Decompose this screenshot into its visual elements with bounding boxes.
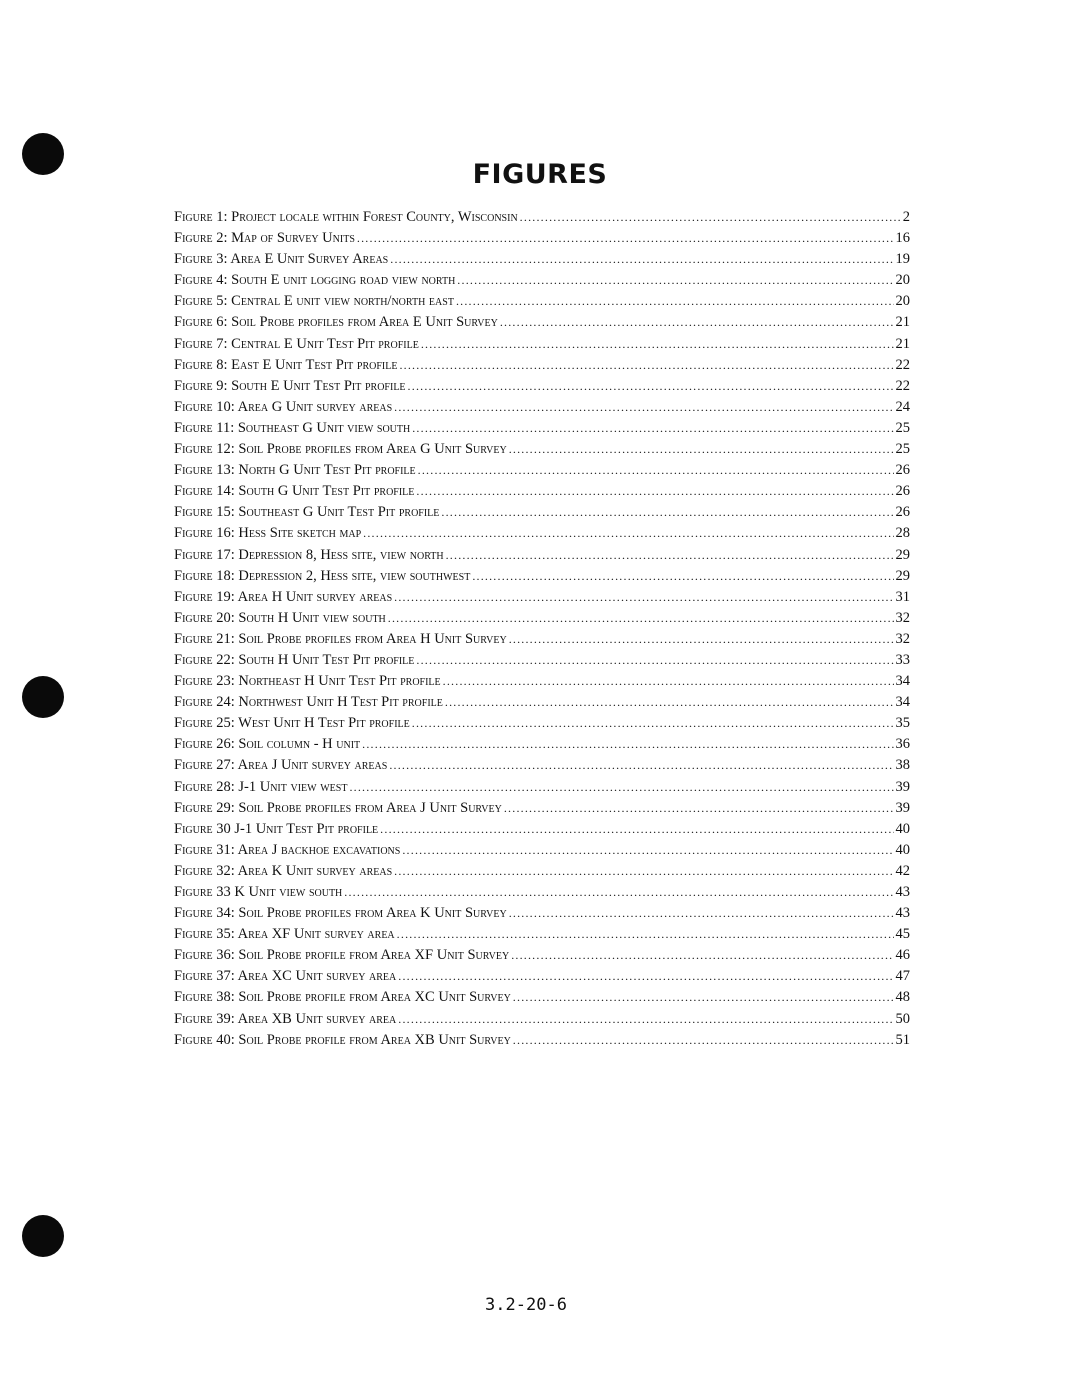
- figure-title: Figure 39: Area XB Unit survey area: [174, 1010, 397, 1027]
- figure-page-number: 48: [895, 989, 910, 1006]
- figure-page-number: 36: [895, 736, 910, 753]
- dot-leader: [394, 397, 893, 418]
- dot-leader: [363, 523, 893, 544]
- figure-title: Figure 18: Depression 2, Hess site, view southwest: [174, 567, 471, 584]
- binder-hole-bottom: [22, 1215, 64, 1257]
- figure-title: Figure 29: Soil Probe profiles from Area J Unit Survey: [174, 799, 502, 816]
- dot-leader: [416, 481, 893, 502]
- toc-entry[interactable]: [174, 945, 910, 966]
- dot-leader: [416, 650, 893, 671]
- dot-leader: [472, 566, 893, 587]
- figure-page-number: 39: [895, 778, 910, 795]
- toc-entry[interactable]: [174, 566, 910, 587]
- figure-title: Figure 8: East E Unit Test Pit profile: [174, 356, 398, 373]
- dot-leader: [509, 629, 894, 650]
- dot-leader: [456, 291, 894, 312]
- dot-leader: [509, 903, 894, 924]
- toc-entry[interactable]: [174, 418, 910, 439]
- toc-entry[interactable]: [174, 481, 910, 502]
- figure-page-number: 21: [895, 314, 910, 331]
- toc-entry[interactable]: [174, 249, 910, 270]
- figure-title: Figure 6: Soil Probe profiles from Area E Unit Survey: [174, 314, 498, 331]
- figure-page-number: 20: [895, 272, 910, 289]
- figure-title: Figure 7: Central E Unit Test Pit profile: [174, 335, 419, 352]
- toc-entry[interactable]: [174, 502, 910, 523]
- toc-entry[interactable]: [174, 228, 910, 249]
- figure-page-number: 39: [895, 799, 910, 816]
- toc-entry[interactable]: [174, 734, 910, 755]
- toc-entry[interactable]: [174, 713, 910, 734]
- figure-page-number: 24: [895, 398, 910, 415]
- dot-leader: [402, 840, 893, 861]
- figure-title: Figure 24: Northwest Unit H Test Pit profile: [174, 694, 443, 711]
- dot-leader: [418, 460, 894, 481]
- dot-leader: [357, 228, 894, 249]
- toc-entry[interactable]: [174, 987, 910, 1008]
- toc-entry[interactable]: [174, 334, 910, 355]
- figure-page-number: 34: [895, 694, 910, 711]
- figure-page-number: 38: [895, 757, 910, 774]
- figure-title: Figure 13: North G Unit Test Pit profile: [174, 462, 416, 479]
- figure-page-number: 29: [895, 546, 910, 563]
- figure-title: Figure 34: Soil Probe profiles from Area K Unit Survey: [174, 905, 507, 922]
- figure-page-number: 45: [895, 926, 910, 943]
- figure-title: Figure 12: Soil Probe profiles from Area G Unit Survey: [174, 441, 507, 458]
- dot-leader: [443, 671, 894, 692]
- toc-entry[interactable]: [174, 966, 910, 987]
- toc-entry[interactable]: [174, 671, 910, 692]
- toc-entry[interactable]: [174, 924, 910, 945]
- figure-page-number: 25: [895, 441, 910, 458]
- figure-title: Figure 1: Project locale within Forest County, Wisconsin: [174, 209, 518, 225]
- dot-leader: [457, 270, 893, 291]
- figures-list: [174, 207, 910, 1051]
- figure-page-number: 50: [895, 1010, 910, 1027]
- toc-entry[interactable]: [174, 903, 910, 924]
- dot-leader: [388, 608, 894, 629]
- dot-leader: [511, 945, 893, 966]
- dot-leader: [399, 355, 893, 376]
- dot-leader: [441, 502, 893, 523]
- figure-title: Figure 32: Area K Unit survey areas: [174, 862, 393, 879]
- figure-page-number: 32: [895, 609, 910, 626]
- toc-entry[interactable]: [174, 650, 910, 671]
- dot-leader: [398, 966, 893, 987]
- figure-title: Figure 38: Soil Probe profile from Area XC Unit Survey: [174, 989, 511, 1006]
- dot-leader: [362, 734, 893, 755]
- toc-entry[interactable]: [174, 439, 910, 460]
- figure-page-number: 40: [895, 841, 910, 858]
- figure-page-number: 26: [895, 483, 910, 500]
- toc-entry[interactable]: [174, 376, 910, 397]
- figure-page-number: 22: [895, 377, 910, 394]
- dot-leader: [394, 861, 893, 882]
- figure-page-number: 22: [895, 356, 910, 373]
- toc-entry[interactable]: [174, 397, 910, 418]
- toc-entry[interactable]: [174, 460, 910, 481]
- figure-title: Figure 19: Area H Unit survey areas: [174, 588, 393, 605]
- figure-page-number: 25: [895, 419, 910, 436]
- figure-page-number: 26: [895, 462, 910, 479]
- figure-title: Figure 33 K Unit view south: [174, 884, 343, 900]
- figure-title: Figure 2: Map of Survey Units: [174, 230, 355, 247]
- dot-leader: [349, 777, 893, 798]
- figure-page-number: 35: [895, 715, 910, 732]
- figure-page-number: 28: [895, 525, 910, 542]
- dot-leader: [397, 924, 894, 945]
- figure-page-number: 40: [895, 820, 910, 837]
- figure-title: Figure 27: Area J Unit survey areas: [174, 757, 388, 774]
- toc-entry[interactable]: [174, 755, 910, 776]
- figure-page-number: 47: [895, 968, 910, 985]
- dot-leader: [421, 334, 894, 355]
- toc-entry[interactable]: [174, 882, 910, 903]
- toc-entry[interactable]: [174, 1030, 910, 1051]
- figure-page-number: 51: [895, 1031, 910, 1048]
- figure-title: Figure 21: Soil Probe profiles from Area H Unit Survey: [174, 630, 507, 647]
- toc-entry[interactable]: [174, 798, 910, 819]
- toc-entry[interactable]: [174, 355, 910, 376]
- toc-entry[interactable]: [174, 819, 910, 840]
- dot-leader: [509, 439, 894, 460]
- figure-page-number: 16: [895, 230, 910, 247]
- figure-page-number: 43: [895, 905, 910, 922]
- figure-title: Figure 22: South H Unit Test Pit profile: [174, 651, 415, 668]
- dot-leader: [445, 692, 894, 713]
- toc-entry[interactable]: [174, 291, 910, 312]
- dot-leader: [394, 587, 893, 608]
- figure-title: Figure 4: South E unit logging road view north: [174, 272, 456, 289]
- figure-title: Figure 30 J-1 Unit Test Pit profile: [174, 820, 379, 837]
- page-title: FIGURES: [472, 159, 608, 191]
- dot-leader: [390, 249, 893, 270]
- figure-page-number: 2: [902, 209, 910, 225]
- figure-title: Figure 23: Northeast H Unit Test Pit profile: [174, 673, 441, 690]
- dot-leader: [412, 418, 893, 439]
- figure-page-number: 42: [895, 862, 910, 879]
- dot-leader: [500, 312, 894, 333]
- document-page-number: 3.2-20-6: [485, 1295, 567, 1315]
- figure-title: Figure 9: South E Unit Test Pit profile: [174, 377, 406, 394]
- dot-leader: [380, 819, 893, 840]
- toc-entry[interactable]: [174, 840, 910, 861]
- dot-leader: [412, 713, 894, 734]
- figure-page-number: 29: [895, 567, 910, 584]
- toc-entry[interactable]: [174, 692, 910, 713]
- toc-entry[interactable]: [174, 207, 910, 228]
- figure-title: Figure 3: Area E Unit Survey Areas: [174, 251, 389, 268]
- figure-title: Figure 25: West Unit H Test Pit profile: [174, 715, 410, 732]
- figure-title: Figure 5: Central E unit view north/north east: [174, 293, 454, 310]
- dot-leader: [398, 1009, 893, 1030]
- figure-title: Figure 35: Area XF Unit survey area: [174, 926, 395, 943]
- figure-page-number: 43: [895, 884, 910, 900]
- figure-title: Figure 11: Southeast G Unit view south: [174, 419, 411, 436]
- toc-entry[interactable]: [174, 629, 910, 650]
- figure-title: Figure 40: Soil Probe profile from Area XB Unit Survey: [174, 1031, 511, 1048]
- toc-entry[interactable]: [174, 861, 910, 882]
- dot-leader: [389, 755, 893, 776]
- dot-leader: [513, 1030, 894, 1051]
- figure-page-number: 34: [895, 673, 910, 690]
- toc-entry[interactable]: [174, 523, 910, 544]
- figure-title: Figure 26: Soil column - H unit: [174, 736, 361, 753]
- figure-title: Figure 36: Soil Probe profile from Area XF Unit Survey: [174, 947, 510, 964]
- dot-leader: [446, 545, 894, 566]
- figure-title: Figure 20: South H Unit view south: [174, 609, 386, 626]
- figure-title: Figure 31: Area J backhoe excavations: [174, 841, 401, 858]
- dot-leader: [408, 376, 894, 397]
- figure-title: Figure 37: Area XC Unit survey area: [174, 968, 397, 985]
- figure-page-number: 20: [895, 293, 910, 310]
- toc-entry[interactable]: [174, 1009, 910, 1030]
- figure-title: Figure 28: J-1 Unit view west: [174, 778, 348, 795]
- toc-entry[interactable]: [174, 312, 910, 333]
- toc-entry[interactable]: [174, 777, 910, 798]
- toc-entry[interactable]: [174, 608, 910, 629]
- dot-leader: [520, 207, 901, 228]
- figure-page-number: 46: [895, 947, 910, 964]
- figure-page-number: 32: [895, 630, 910, 647]
- figure-title: Figure 10: Area G Unit survey areas: [174, 398, 393, 415]
- dot-leader: [504, 798, 894, 819]
- figure-title: Figure 16: Hess Site sketch map: [174, 525, 362, 542]
- figure-page-number: 26: [895, 504, 910, 521]
- toc-entry[interactable]: [174, 545, 910, 566]
- figure-title: Figure 15: Southeast G Unit Test Pit profile: [174, 504, 440, 521]
- figure-page-number: 33: [895, 651, 910, 668]
- dot-leader: [344, 882, 893, 903]
- binder-hole-middle: [22, 676, 64, 718]
- figure-page-number: 31: [895, 588, 910, 605]
- figure-title: Figure 17: Depression 8, Hess site, view north: [174, 546, 444, 563]
- dot-leader: [513, 987, 894, 1008]
- figure-page-number: 21: [895, 335, 910, 352]
- figure-title: Figure 14: South G Unit Test Pit profile: [174, 483, 415, 500]
- toc-entry[interactable]: [174, 587, 910, 608]
- figure-page-number: 19: [895, 251, 910, 268]
- toc-entry[interactable]: [174, 270, 910, 291]
